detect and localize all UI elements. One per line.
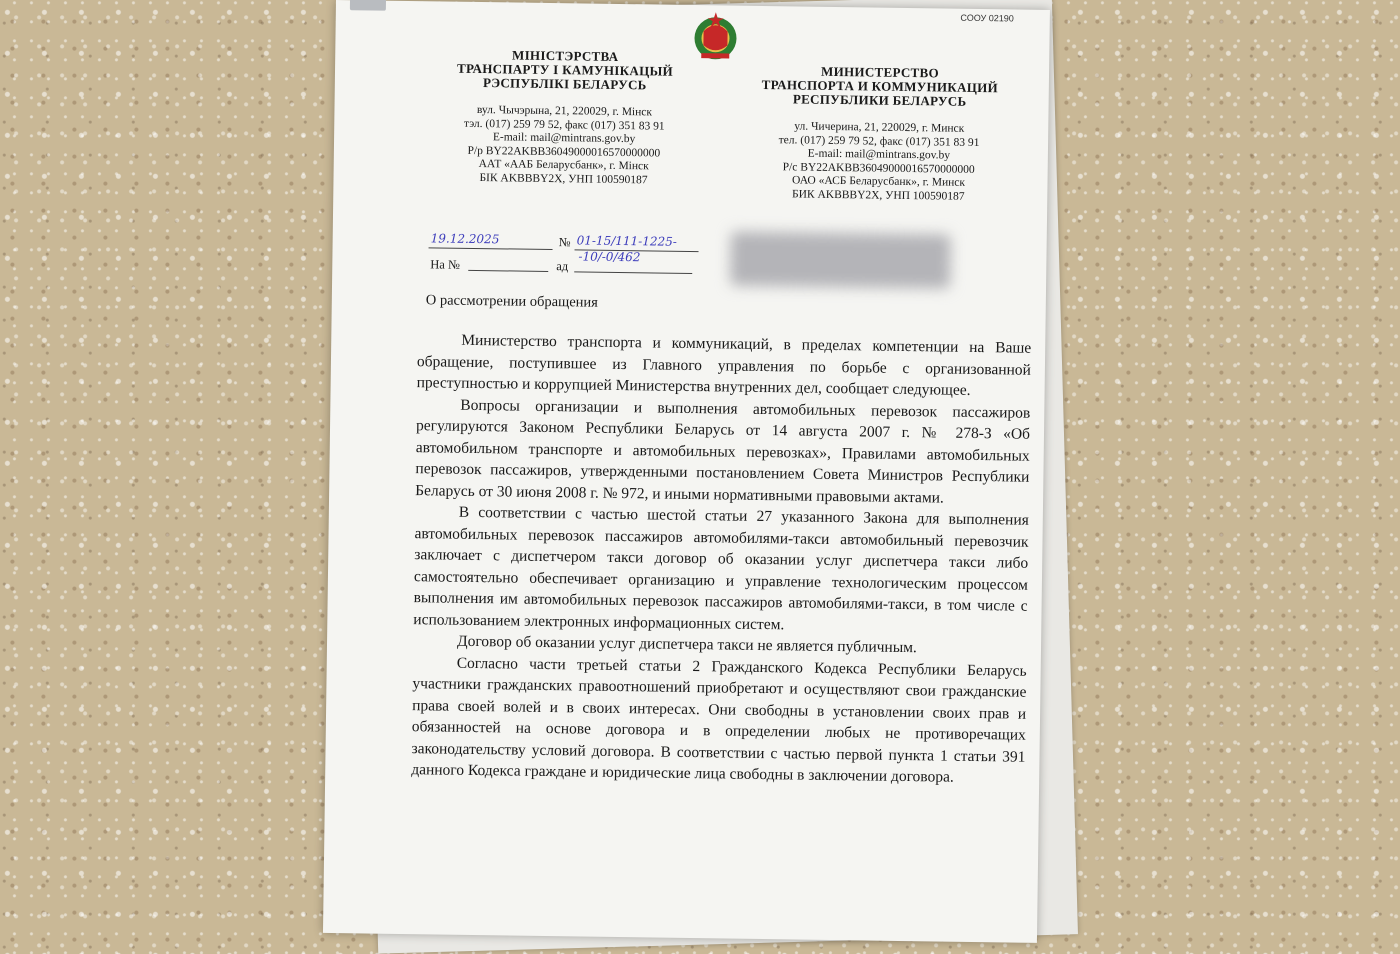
ministry-title-line: МИНИСТЕРСТВО [820, 63, 940, 81]
letter-subject: О рассмотрении обращения [425, 292, 599, 311]
header-belarusian [433, 47, 695, 188]
ministry-title-line: МІНІСТЭРСТВА [511, 47, 619, 64]
redacted-recipient [730, 232, 951, 289]
phone-line: тэл. (017) 259 79 52, факс (017) 351 83 91 [463, 117, 665, 133]
outgoing-number: 01-15/111-1225- [576, 233, 677, 249]
number-label: № [558, 235, 571, 250]
phone-line: тел. (017) 259 79 52, факс (017) 351 83 91 [778, 133, 980, 149]
form-code: СООУ 02190 [960, 12, 1014, 24]
outgoing-date: 19.12.2025 [430, 231, 500, 247]
email-line: E-mail: mail@mintrans.gov.by [492, 131, 636, 146]
header-russian [743, 64, 1015, 205]
account-line: Р/с BY22AKBB36049000016570000000 [782, 160, 975, 176]
reply-label: На № [430, 257, 461, 272]
address-line: ул. Чичерина, 21, 220029, г. Минск [794, 120, 965, 135]
body-paragraph: Вопросы организации и выполнения автомобильных перевозок пассажиров регулируются Законом Республики Беларусь от 14 августа 2007 г. № 278-З «Об автомобильном транспорте и автомобильных перевозках», Правилами автомобильных перевозок пассажиров, утвержденными постановлением Совета Министров Республики Беларусь от 30 июня 2008 г. № 972, и иными нормативными правовыми актами. [415, 396, 1031, 507]
bic-line: БІК AKBBBY2X, УНП 100590187 [479, 171, 648, 186]
body-paragraph: Министерство транспорта и коммуникаций, в пределах компетенции на Ваше обращение, поступившее из Главного управления по борьбе с организованной преступностью и коррупцией Министерства внутренних дел, сообщает следующее. [416, 331, 1032, 399]
bank-line: ОАО «АСБ Беларусбанк», г. Минск [791, 174, 966, 189]
bic-line: БИК AKBBBY2X, УНП 100590187 [791, 187, 965, 203]
address-line: вул. Чычэрына, 21, 220029, г. Мінск [476, 103, 653, 119]
email-line: E-mail: mail@mintrans.gov.by [807, 147, 951, 162]
ministry-title-line: РЭСПУБЛІКІ БЕЛАРУСЬ [482, 75, 647, 93]
ministry-title-line: ТРАНСПАРТУ І КАМУНІКАЦЫЙ [456, 60, 674, 79]
state-emblem-icon [689, 9, 742, 64]
official-letter [323, 0, 1050, 943]
outgoing-number-cont: -10/-0/462 [578, 249, 641, 265]
body-paragraph: В соответствии с частью шестой статьи 27 указанного Закона для выполнения автомобильных перевозок пассажиров автомобилями-такси автомобильный перевозчик заключает с диспетчером такси договор об оказании услуг диспетчера такси либо самостоятельно обеспечивает организацию и управление технологическим процессом выполнения им автомобильных перевозок пассажиров автомобилями-такси, в том числе с использованием электронных информационных систем. [413, 503, 1029, 633]
ministry-title-line: РЕСПУБЛИКИ БЕЛАРУСЬ [792, 91, 967, 109]
registration-block [428, 233, 729, 281]
body-paragraph: Договор об оказании услуг диспетчера такси не является публичным. [456, 632, 917, 657]
body-paragraph: Согласно части третьей статьи 2 Гражданского Кодекса Республики Беларусь участники гражданских правоотношений приобретают и осуществляют свои гражданские права своей волей и в своих интересах. Они свободны в установлении своих прав и обязанностей на основе договора и в определении любых не противоречащих законодательству условий договора. В соответствии с частью первой пункта 1 статьи 391 данного Кодекса граждане и юридические лица свободны в заключении договора. [411, 654, 1027, 786]
ministry-title-line: ТРАНСПОРТА И КОММУНИКАЦИЙ [761, 76, 999, 96]
letter-body [411, 329, 1031, 789]
paper-clip [350, 0, 386, 11]
account-line: Р/р BY22AKBB36049000016570000000 [467, 144, 661, 160]
bank-line: ААТ «ААБ Беларусбанк», г. Мінск [478, 158, 649, 173]
ad-label: ад [556, 259, 569, 274]
